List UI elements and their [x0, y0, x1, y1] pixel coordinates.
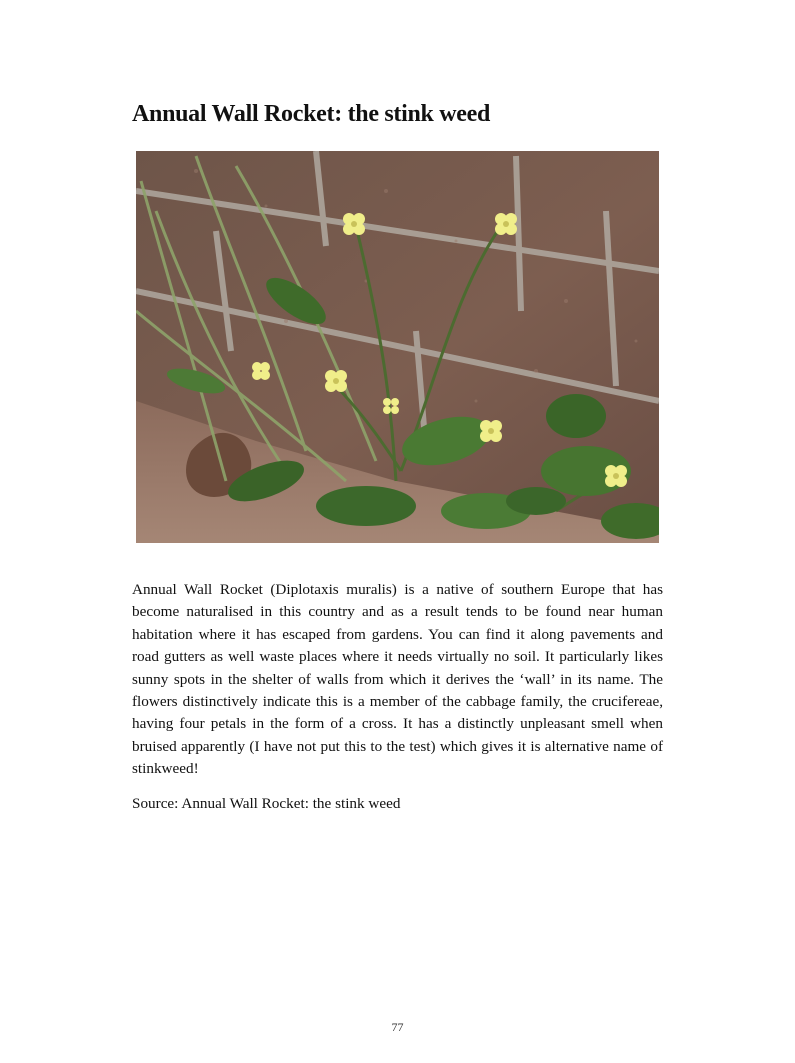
wall-rocket-photo [136, 151, 659, 543]
body-paragraph: Annual Wall Rocket (Diplotaxis muralis) is a native of southern Europe that has become naturalised in this country and as a result tends to be found near human habitation where it has escaped from gardens. You can find it along pavements and road gutters as well waste places where it needs virtually no soil. It particularly likes sunny spots in the shelter of walls from which it derives the ‘wall’ in its name. The flowers distinctively indicate this is a member of the cabbage family, the crucifereae, having four petals in the form of a cross. It has a distinctly unpleasant smell when bruised apparently (I have not put this to the test) which gives it is alternative name of stinkweed! [132, 581, 663, 778]
source-line: Source: Annual Wall Rocket: the stink weed [132, 795, 401, 812]
page-title: Annual Wall Rocket: the stink weed [132, 101, 491, 127]
page-number: 77 [391, 1020, 404, 1034]
